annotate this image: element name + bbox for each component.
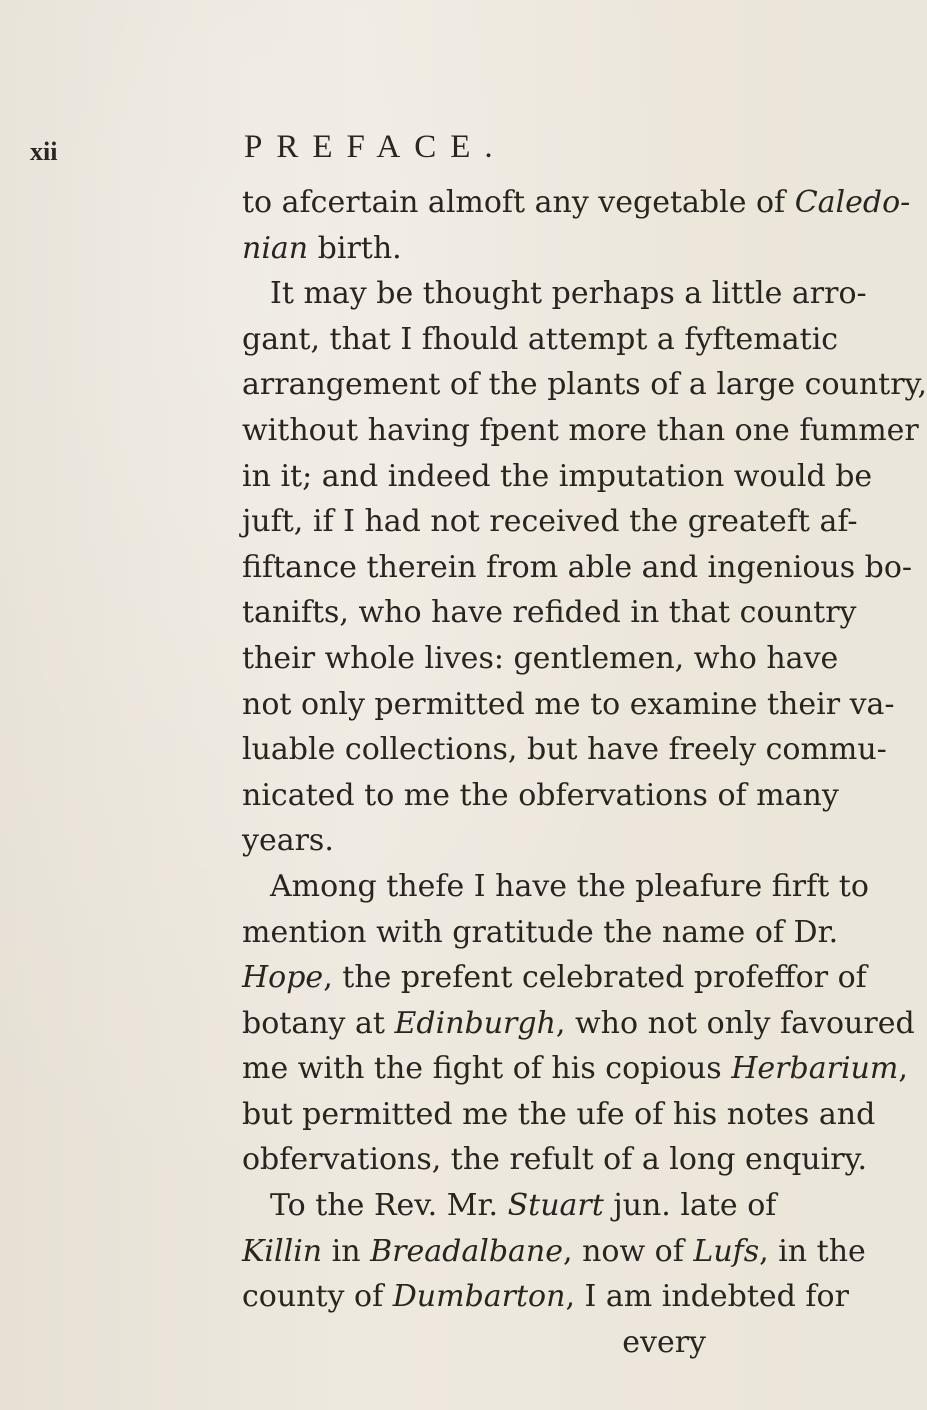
text-line: without having fpent more than one fummer — [242, 412, 919, 448]
text-line: years. — [242, 823, 334, 859]
text-line: nicated to me the obfervations of many — [242, 777, 839, 813]
text-line: nian birth. — [242, 230, 402, 266]
text-line: It may be thought perhaps a little arro- — [270, 276, 867, 312]
text-line: tanifts, who have refided in that country — [242, 595, 857, 631]
catchword: every — [622, 1324, 706, 1360]
text-line: arrangement of the plants of a large country, — [242, 367, 927, 403]
text-line: Hope, the prefent celebrated profeffor of — [242, 960, 867, 996]
text-line: gant, that I fhould attempt a fyftematic — [242, 321, 839, 357]
text-line: luable collections, but have freely commu- — [242, 732, 887, 768]
text-line: juft, if I had not received the greateft af- — [242, 504, 858, 540]
body-text — [242, 180, 927, 1365]
running-head: PREFACE. — [244, 129, 507, 165]
text-line: to afcertain almoft any vegetable of Caledo- — [242, 185, 911, 220]
text-line: botany at Edinburgh, who not only favoured — [242, 1005, 915, 1041]
text-line: Killin in Breadalbane, now of Lufs, in the — [242, 1233, 866, 1269]
text-line: me with the fight of his copious Herbarium, — [242, 1051, 908, 1087]
text-line: fiftance therein from able and ingenious bo- — [242, 549, 913, 585]
text-line: in it; and indeed the imputation would be — [242, 458, 873, 494]
page-number: xii — [30, 137, 58, 166]
text-line: mention with gratitude the name of Dr. — [242, 914, 839, 950]
text-line: but permitted me the ufe of his notes and — [242, 1096, 876, 1132]
text-line: obfervations, the refult of a long enquiry. — [242, 1142, 868, 1178]
text-line: not only permitted me to examine their va- — [242, 686, 895, 722]
text-line: To the Rev. Mr. Stuart jun. late of — [270, 1188, 777, 1224]
text-line: county of Dumbarton, I am indebted for — [242, 1279, 849, 1315]
text-line: their whole lives: gentlemen, who have — [242, 640, 839, 676]
text-line: Among thefe I have the pleafure firft to — [270, 868, 869, 904]
